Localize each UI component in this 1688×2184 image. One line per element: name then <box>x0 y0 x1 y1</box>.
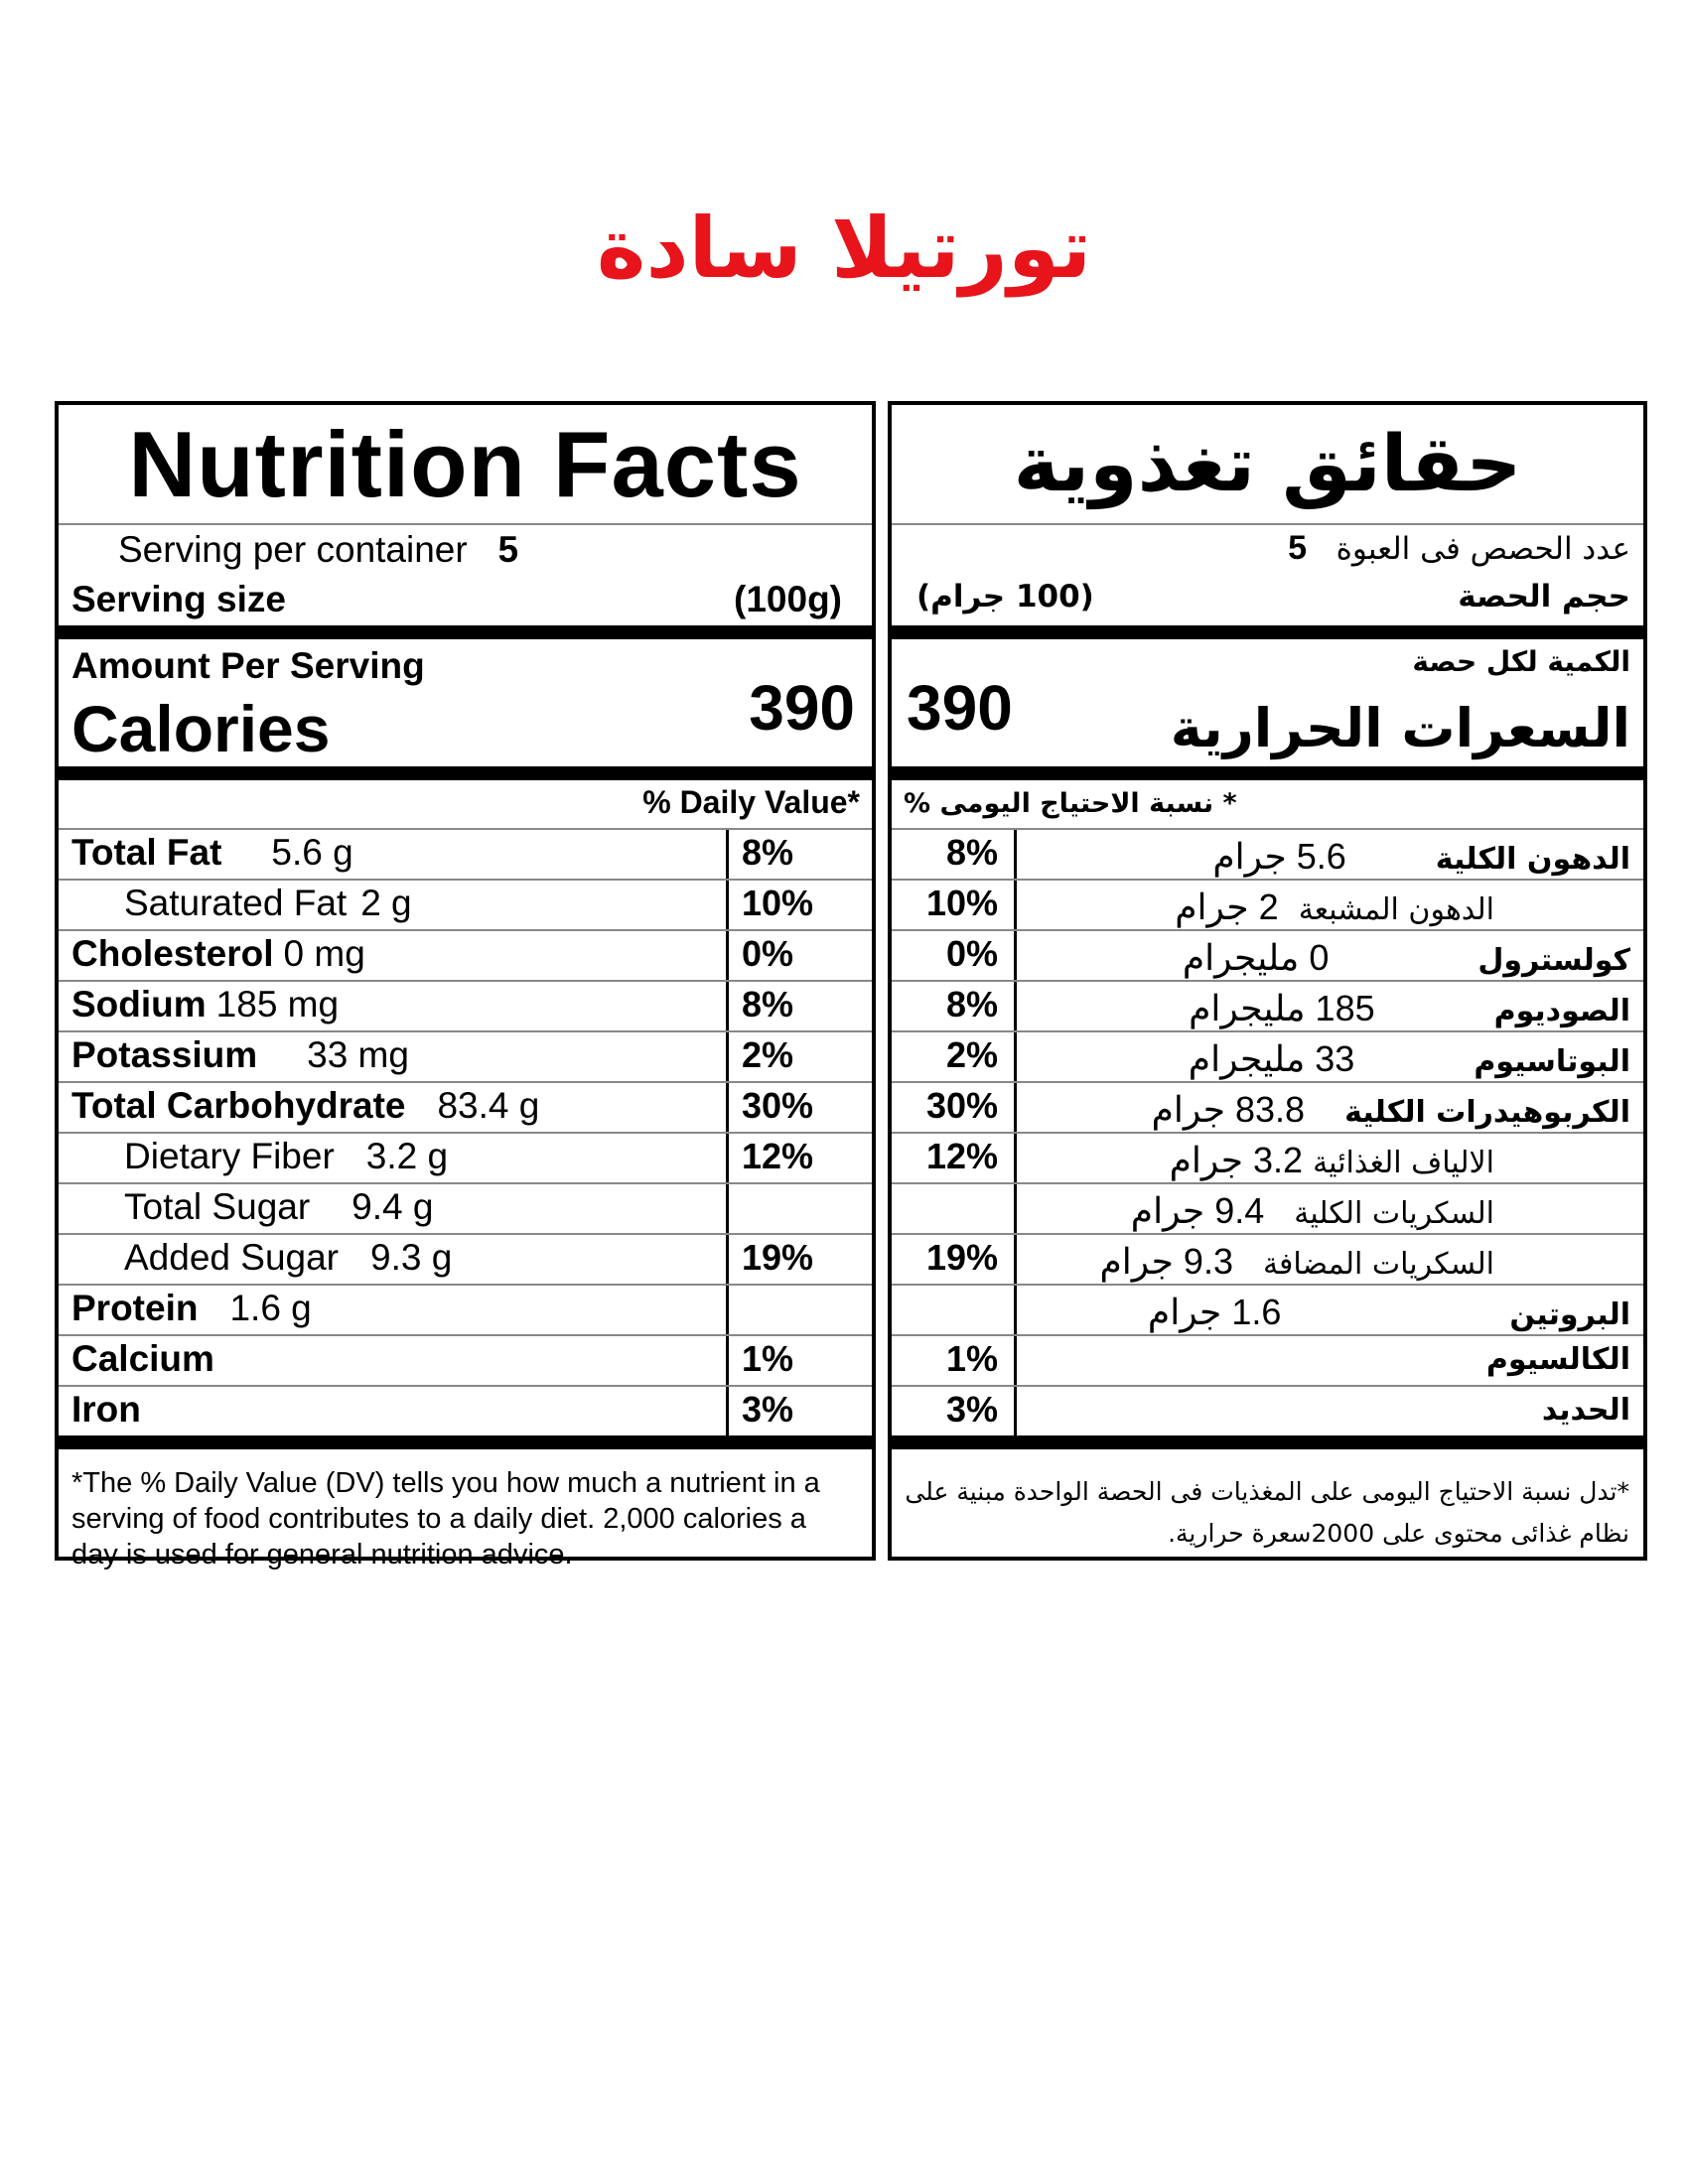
nutrient-row <box>892 1134 1643 1184</box>
nutrition-panel-arabic <box>888 401 1647 1561</box>
nutrient-row <box>59 881 872 931</box>
nutrient-name: السكريات المضافة <box>1262 1247 1494 1282</box>
nutrient-name: Cholesterol <box>71 933 274 974</box>
nutrient-name: البوتاسيوم <box>1474 1044 1630 1079</box>
nutrient-row <box>892 1286 1643 1336</box>
nutrient-name: Saturated Fat <box>124 883 348 923</box>
nutrient-name: الدهون الكلية <box>1435 842 1630 877</box>
calories-value: 390 <box>907 672 1013 744</box>
column-divider <box>726 1083 729 1132</box>
nutrient-name: الالياف الغذائية <box>1313 1146 1494 1180</box>
nutrient-amount: 5.6 جرام <box>1212 836 1346 877</box>
nutrient-dv: 10% <box>742 883 814 923</box>
nutrient-amount: 185 mg <box>215 984 340 1024</box>
nutrient-row <box>892 881 1643 931</box>
nutrient-name: Protein <box>71 1288 199 1328</box>
nutrition-panel-english <box>55 401 876 1570</box>
nutrient-dv: 8% <box>945 832 998 873</box>
column-divider <box>726 830 729 879</box>
column-divider <box>726 982 729 1030</box>
nutrient-row <box>59 830 872 881</box>
nutrient-row <box>59 1083 872 1134</box>
column-divider <box>1014 982 1017 1030</box>
nutrient-row <box>892 1336 1643 1387</box>
nutrient-row <box>59 931 872 982</box>
nutrient-name: كولسترول <box>1477 943 1630 978</box>
nutrient-amount: 3.2 g <box>365 1136 449 1176</box>
amount-per-serving: الكمية لكل حصة <box>1412 645 1630 678</box>
nutrient-name: Added Sugar <box>124 1237 340 1278</box>
column-divider <box>1014 1083 1017 1132</box>
nutrient-amount: 185 مليجرام <box>1189 988 1375 1028</box>
column-divider <box>1014 1134 1017 1182</box>
nutrient-table <box>892 830 1643 1435</box>
serving-size <box>916 579 1630 614</box>
nutrient-name: الحديد <box>1541 1393 1630 1428</box>
nutrient-row <box>59 982 872 1032</box>
serving-info <box>892 525 1643 639</box>
nutrient-amount: 2 جرام <box>1175 887 1279 927</box>
nutrient-amount: 0 mg <box>283 933 365 974</box>
nutrient-name: الكالسيوم <box>1485 1342 1630 1377</box>
calories-label: Calories <box>71 692 331 765</box>
nutrient-row <box>59 1032 872 1083</box>
nutrient-dv: 12% <box>742 1136 814 1176</box>
daily-value-header-text: % Daily Value* <box>642 784 860 820</box>
serving-info <box>59 525 872 639</box>
nutrient-dv: 8% <box>945 984 998 1024</box>
column-divider <box>1014 1286 1017 1334</box>
nutrient-row <box>59 1184 872 1235</box>
servings-per-container <box>1288 529 1630 568</box>
column-divider <box>726 931 729 980</box>
amount-per-serving: Amount Per Serving <box>71 645 425 686</box>
nutrient-row <box>892 1184 1643 1235</box>
serving-size-value: (100 جرام) <box>916 579 1094 614</box>
nutrient-amount: 33 مليجرام <box>1188 1038 1355 1079</box>
serving-size-label: Serving size <box>71 579 286 619</box>
column-divider <box>1014 881 1017 929</box>
servings-per-container <box>118 529 518 571</box>
nutrient-name: Potassium <box>71 1034 258 1075</box>
nutrient-name: الدهون المشبعة <box>1298 892 1494 927</box>
daily-value-header-text: * نسبة الاحتياج اليومى % <box>904 788 1237 819</box>
nutrient-dv: 10% <box>925 883 998 923</box>
nutrient-dv: 2% <box>742 1034 794 1075</box>
daily-value-header <box>892 780 1643 830</box>
section-divider <box>892 1435 1643 1449</box>
nutrient-row <box>59 1387 872 1435</box>
section-divider <box>59 1435 872 1449</box>
serving-size-value: (100g) <box>734 579 842 619</box>
nutrient-table <box>59 830 872 1435</box>
nutrient-row <box>892 1235 1643 1286</box>
column-divider <box>726 1032 729 1081</box>
column-divider <box>726 1184 729 1233</box>
calories-section <box>59 639 872 780</box>
nutrient-dv: 0% <box>742 933 794 974</box>
nutrient-dv: 30% <box>742 1085 814 1126</box>
nutrient-name: البروتين <box>1509 1297 1630 1332</box>
panel-title: Nutrition Facts <box>59 405 872 525</box>
nutrient-amount: 83.8 جرام <box>1151 1089 1306 1130</box>
nutrient-amount: 2 g <box>360 883 412 923</box>
column-divider <box>1014 1387 1017 1435</box>
calories-label: السعرات الحرارية <box>1170 697 1630 759</box>
column-divider <box>726 1134 729 1182</box>
nutrient-row <box>892 830 1643 881</box>
column-divider <box>1014 931 1017 980</box>
nutrient-dv: 8% <box>742 984 794 1024</box>
product-title: تورتيلا سادة <box>596 200 1092 297</box>
nutrient-dv: 3% <box>742 1389 794 1430</box>
column-divider <box>726 1387 729 1435</box>
nutrient-row <box>892 1387 1643 1435</box>
nutrient-amount: 9.3 g <box>370 1237 453 1278</box>
nutrient-amount: 9.4 جرام <box>1130 1190 1265 1231</box>
column-divider <box>1014 1336 1017 1385</box>
nutrient-dv: 0% <box>945 933 998 974</box>
servings-value: 5 <box>497 529 519 570</box>
footnote: *The % Daily Value (DV) tells you how much a nutrient in a serving of food contributes to a daily diet. 2,000 calories a day is used for general nutrition advice. <box>71 1467 820 1570</box>
column-divider <box>726 881 729 929</box>
nutrient-amount: 9.4 g <box>352 1186 434 1227</box>
nutrient-amount: 0 مليجرام <box>1182 937 1330 978</box>
panel-title: حقائق تغذوية <box>892 405 1643 525</box>
nutrient-name: Calcium <box>71 1338 214 1379</box>
servings-value: 5 <box>1288 529 1308 567</box>
nutrient-amount: 9.3 جرام <box>1099 1241 1233 1282</box>
nutrient-name: الصوديوم <box>1493 994 1630 1028</box>
nutrient-dv: 1% <box>742 1338 794 1379</box>
nutrient-name: Total Fat <box>71 832 222 873</box>
column-divider <box>726 1235 729 1284</box>
servings-label: Serving per container <box>118 529 468 570</box>
nutrient-name: Total Sugar <box>124 1186 311 1227</box>
column-divider <box>1014 1184 1017 1233</box>
nutrient-name: السكريات الكلية <box>1294 1196 1494 1231</box>
servings-label: عدد الحصص فى العبوة <box>1336 531 1630 567</box>
nutrient-dv: 3% <box>945 1389 998 1430</box>
nutrient-amount: 83.4 g <box>437 1085 540 1126</box>
nutrient-amount: 1.6 جرام <box>1147 1292 1282 1332</box>
column-divider <box>1014 1235 1017 1284</box>
nutrient-row <box>892 931 1643 982</box>
nutrient-name: الكربوهيدرات الكلية <box>1344 1095 1630 1130</box>
nutrient-row <box>892 982 1643 1032</box>
nutrient-row <box>59 1336 872 1387</box>
nutrient-dv: 2% <box>945 1034 998 1075</box>
nutrient-amount: 1.6 g <box>229 1288 312 1328</box>
nutrient-dv: 30% <box>925 1085 998 1126</box>
nutrient-dv: 1% <box>945 1338 998 1379</box>
nutrient-amount: 3.2 جرام <box>1169 1140 1304 1180</box>
nutrient-amount: 5.6 g <box>271 832 353 873</box>
nutrient-dv: 8% <box>742 832 794 873</box>
column-divider <box>1014 830 1017 879</box>
nutrient-dv: 19% <box>742 1237 814 1278</box>
nutrient-name: Total Carbohydrate <box>71 1085 406 1126</box>
column-divider <box>1014 1032 1017 1081</box>
footnote: *تدل نسبة الاحتياج اليومى على المغذيات فى الحصة الواحدة مبنية على نظام غذائى محتوى على 2000سعرة حرارية. <box>905 1477 1629 1548</box>
daily-value-header <box>59 780 872 830</box>
nutrient-row <box>59 1134 872 1184</box>
column-divider <box>726 1336 729 1385</box>
calories-section <box>892 639 1643 780</box>
nutrient-row <box>892 1083 1643 1134</box>
nutrient-name: Sodium <box>71 984 207 1024</box>
serving-size <box>71 579 842 620</box>
nutrient-row <box>59 1235 872 1286</box>
serving-size-label: حجم الحصة <box>1458 579 1630 614</box>
nutrient-amount: 33 mg <box>307 1034 409 1075</box>
column-divider <box>726 1286 729 1334</box>
nutrient-dv: 12% <box>925 1136 998 1176</box>
nutrient-dv: 19% <box>925 1237 998 1278</box>
nutrient-row <box>892 1032 1643 1083</box>
nutrient-row <box>59 1286 872 1336</box>
nutrient-name: Iron <box>71 1389 141 1430</box>
calories-value: 390 <box>749 672 855 744</box>
nutrient-name: Dietary Fiber <box>124 1136 335 1176</box>
